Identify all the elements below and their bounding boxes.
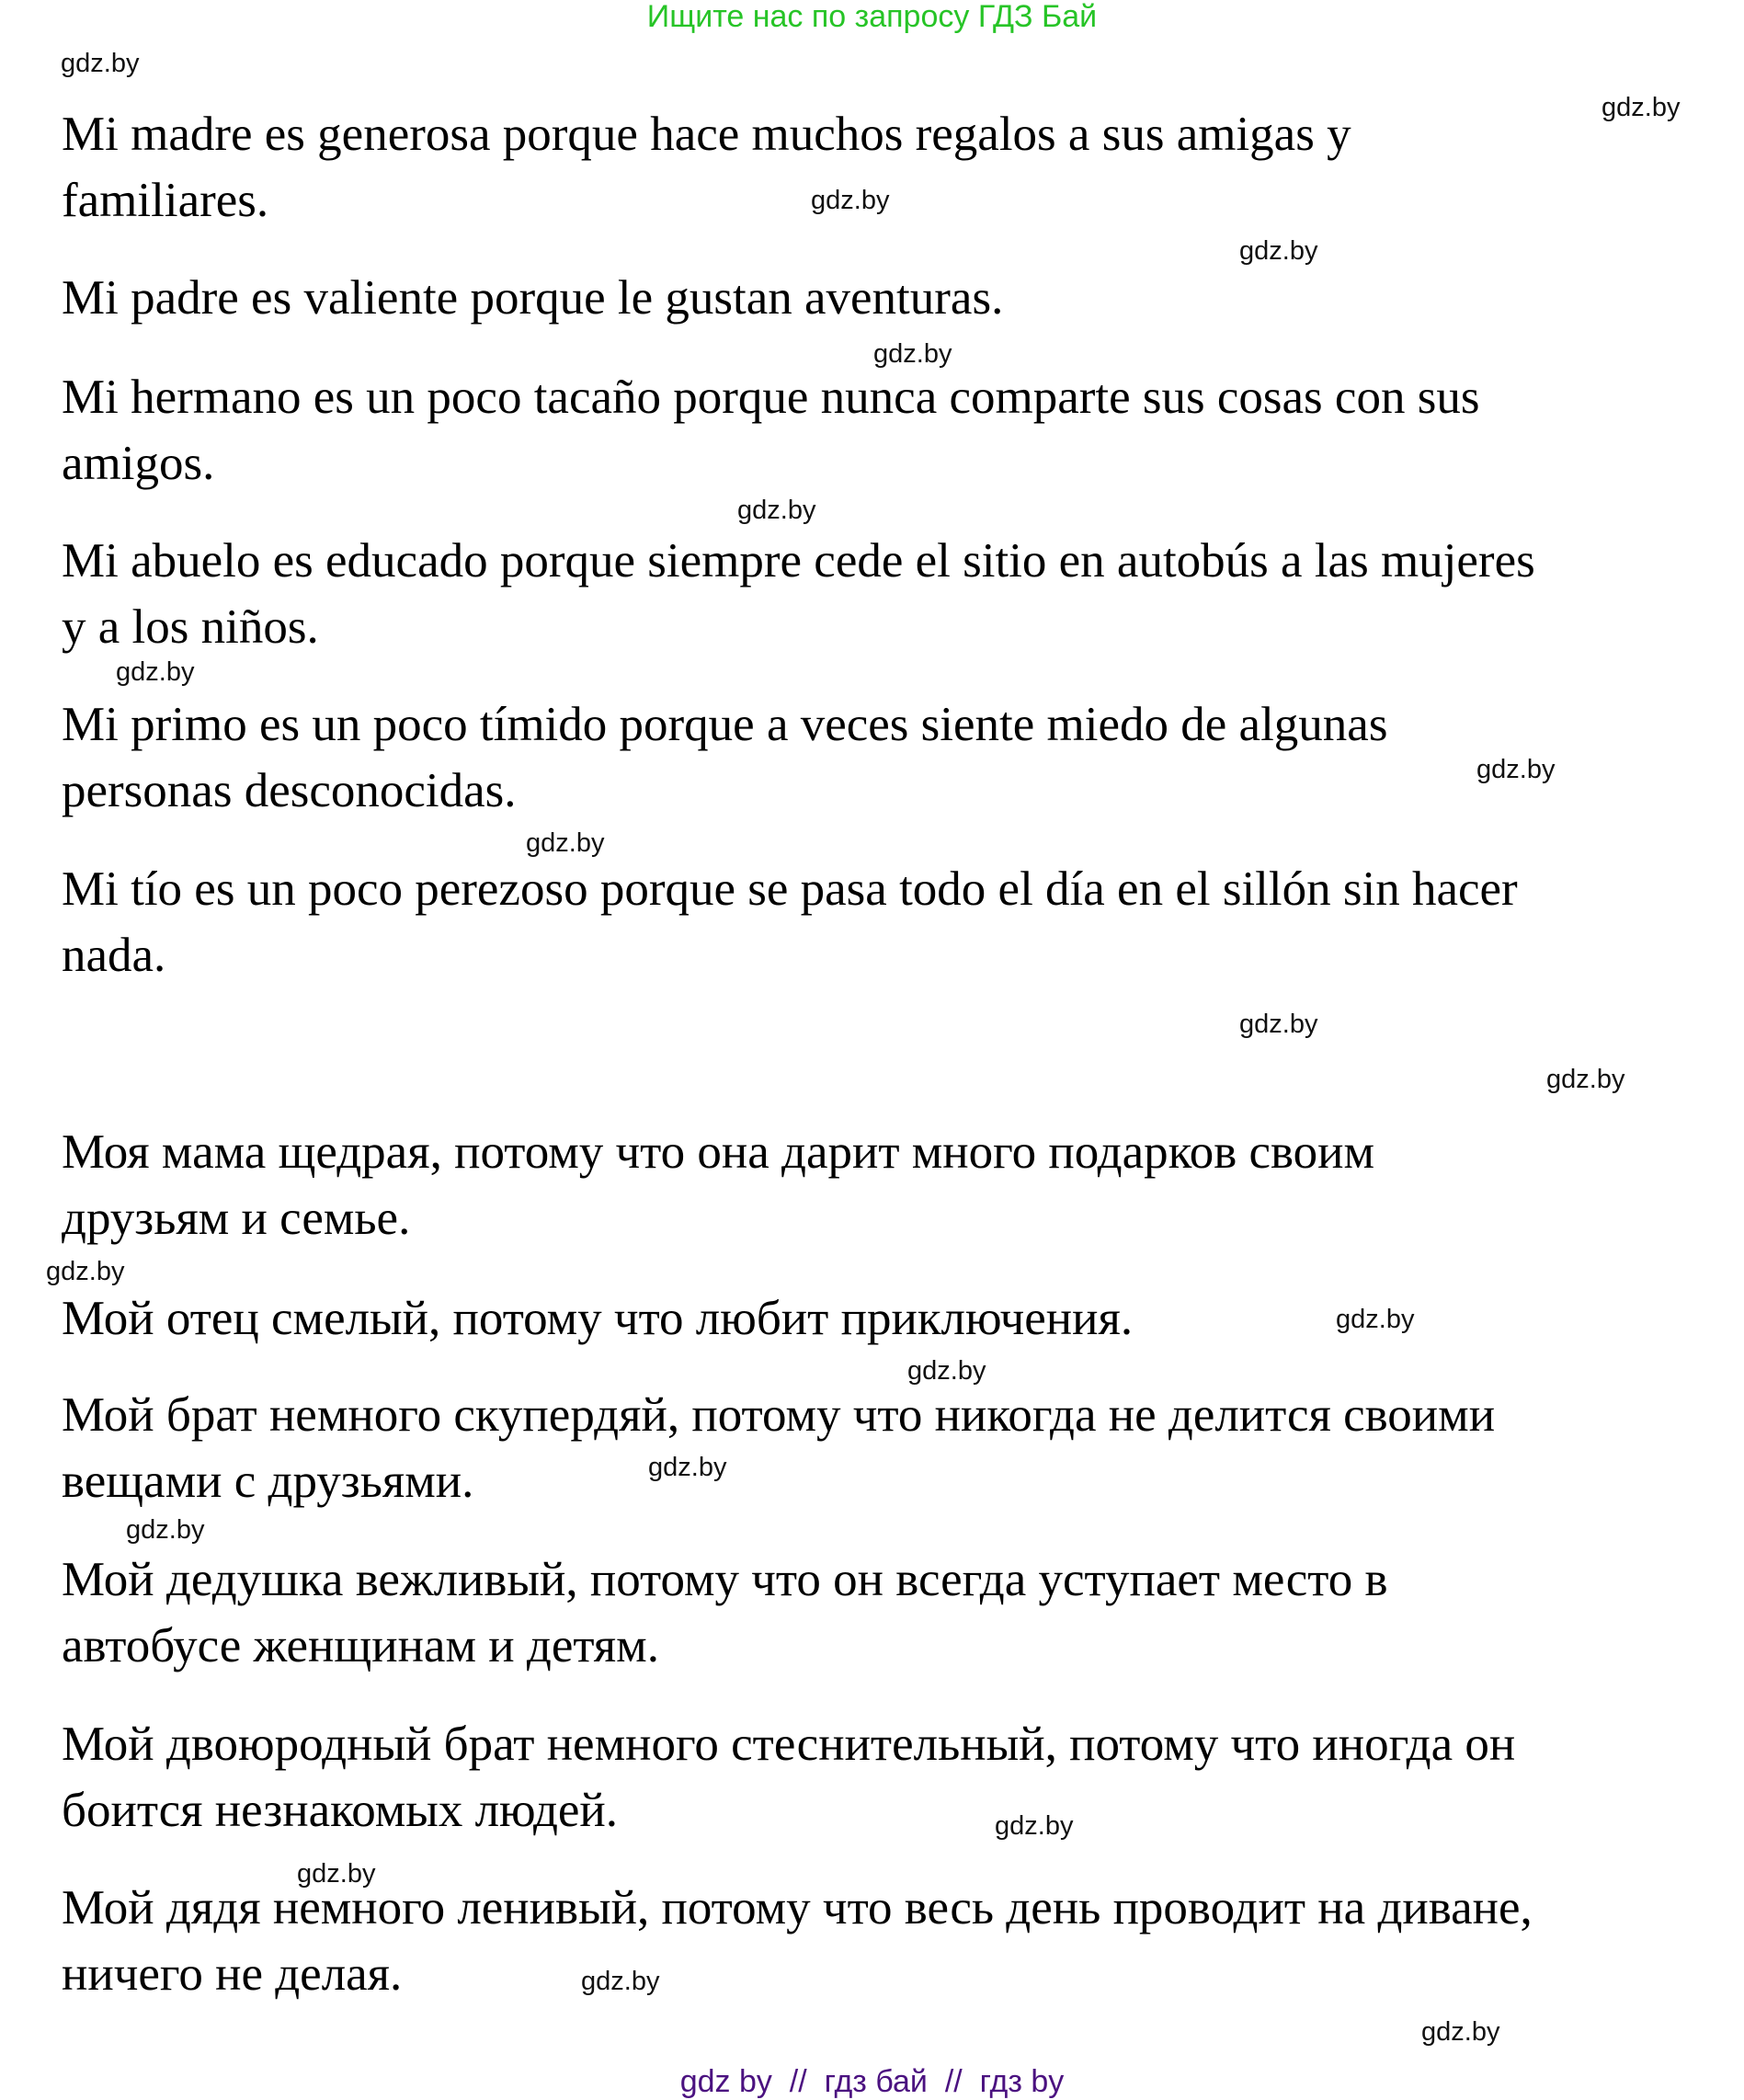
watermark: gdz.by <box>1239 236 1318 266</box>
watermark: gdz.by <box>873 339 952 369</box>
line: personas desconocidas. <box>62 764 517 817</box>
line: Mi tío es un poco perezoso porque se pasa todo el día en el sillón sin hacer <box>62 862 1518 916</box>
paragraph-otets-ru <box>62 1285 1133 1352</box>
watermark: gdz.by <box>1546 1065 1625 1094</box>
paragraph-mama-ru <box>62 1119 1374 1251</box>
paragraph-dvoyurodny-ru <box>62 1711 1515 1843</box>
line: Мой дедушка вежливый, потому что он всегда уступает место в <box>62 1553 1388 1606</box>
paragraph-tio <box>62 856 1518 988</box>
watermark: gdz.by <box>526 828 605 858</box>
line: familiares. <box>62 174 269 227</box>
watermark: gdz.by <box>737 496 816 525</box>
paragraph-abuelo <box>62 528 1535 660</box>
paragraph-padre <box>62 265 1003 331</box>
line: ничего не делая. <box>62 1947 403 2001</box>
paragraph-dyadya-ru <box>62 1875 1533 2007</box>
watermark: gdz.by <box>811 186 890 215</box>
line: боится незнакомых людей. <box>62 1784 619 1837</box>
line: Mi primo es un poco tímido porque a veces siente miedo de algunas <box>62 698 1388 751</box>
watermark: gdz.by <box>581 1967 660 1996</box>
paragraph-madre <box>62 101 1351 234</box>
line: amigos. <box>62 437 215 490</box>
watermark: gdz.by <box>1421 2017 1500 2047</box>
watermark: gdz.by <box>648 1453 727 1482</box>
paragraph-primo <box>62 691 1387 824</box>
watermark: gdz.by <box>61 49 140 78</box>
line: Mi madre es generosa porque hace muchos regalos a sus amigas y <box>62 108 1351 161</box>
paragraph-hermano <box>62 364 1479 496</box>
watermark: gdz.by <box>116 657 195 687</box>
footer-site-links: gdz by // гдз бай // гдз by <box>679 2064 1065 2099</box>
line: вещами с друзьями. <box>62 1455 474 1508</box>
watermark: gdz.by <box>1476 755 1556 784</box>
line: автобусе женщинам и детям. <box>62 1619 659 1672</box>
line: Mi padre es valiente porque le gustan aventuras. <box>62 271 1004 325</box>
line: Мой дядя немного ленивый, потому что весь день проводит на диване, <box>62 1881 1533 1935</box>
line: Мой отец смелый, потому что любит приключения. <box>62 1292 1134 1345</box>
watermark: gdz.by <box>126 1515 205 1545</box>
watermark: gdz.by <box>907 1356 986 1386</box>
header-search-hint: Ищите нас по запросу ГДЗ Бай <box>646 0 1098 34</box>
watermark: gdz.by <box>1602 93 1681 122</box>
watermark: gdz.by <box>46 1257 125 1286</box>
line: Мой брат немного скупердяй, потому что никогда не делится своими <box>62 1388 1496 1442</box>
line: y a los niños. <box>62 600 319 654</box>
line: друзьям и семье. <box>62 1192 411 1245</box>
watermark: gdz.by <box>1239 1010 1318 1039</box>
line: Моя мама щедрая, потому что она дарит много подарков своим <box>62 1125 1375 1179</box>
line: nada. <box>62 929 166 982</box>
watermark: gdz.by <box>297 1859 376 1889</box>
paragraph-dedushka-ru <box>62 1546 1387 1679</box>
watermark: gdz.by <box>995 1811 1074 1841</box>
line: Mi abuelo es educado porque siempre cede el sitio en autobús a las mujeres <box>62 534 1535 588</box>
watermark: gdz.by <box>1336 1305 1415 1334</box>
line: Mi hermano es un poco tacaño porque nunca comparte sus cosas con sus <box>62 371 1480 424</box>
line: Мой двоюродный брат немного стеснительный, потому что иногда он <box>62 1718 1516 1771</box>
paragraph-brat-ru <box>62 1382 1495 1514</box>
